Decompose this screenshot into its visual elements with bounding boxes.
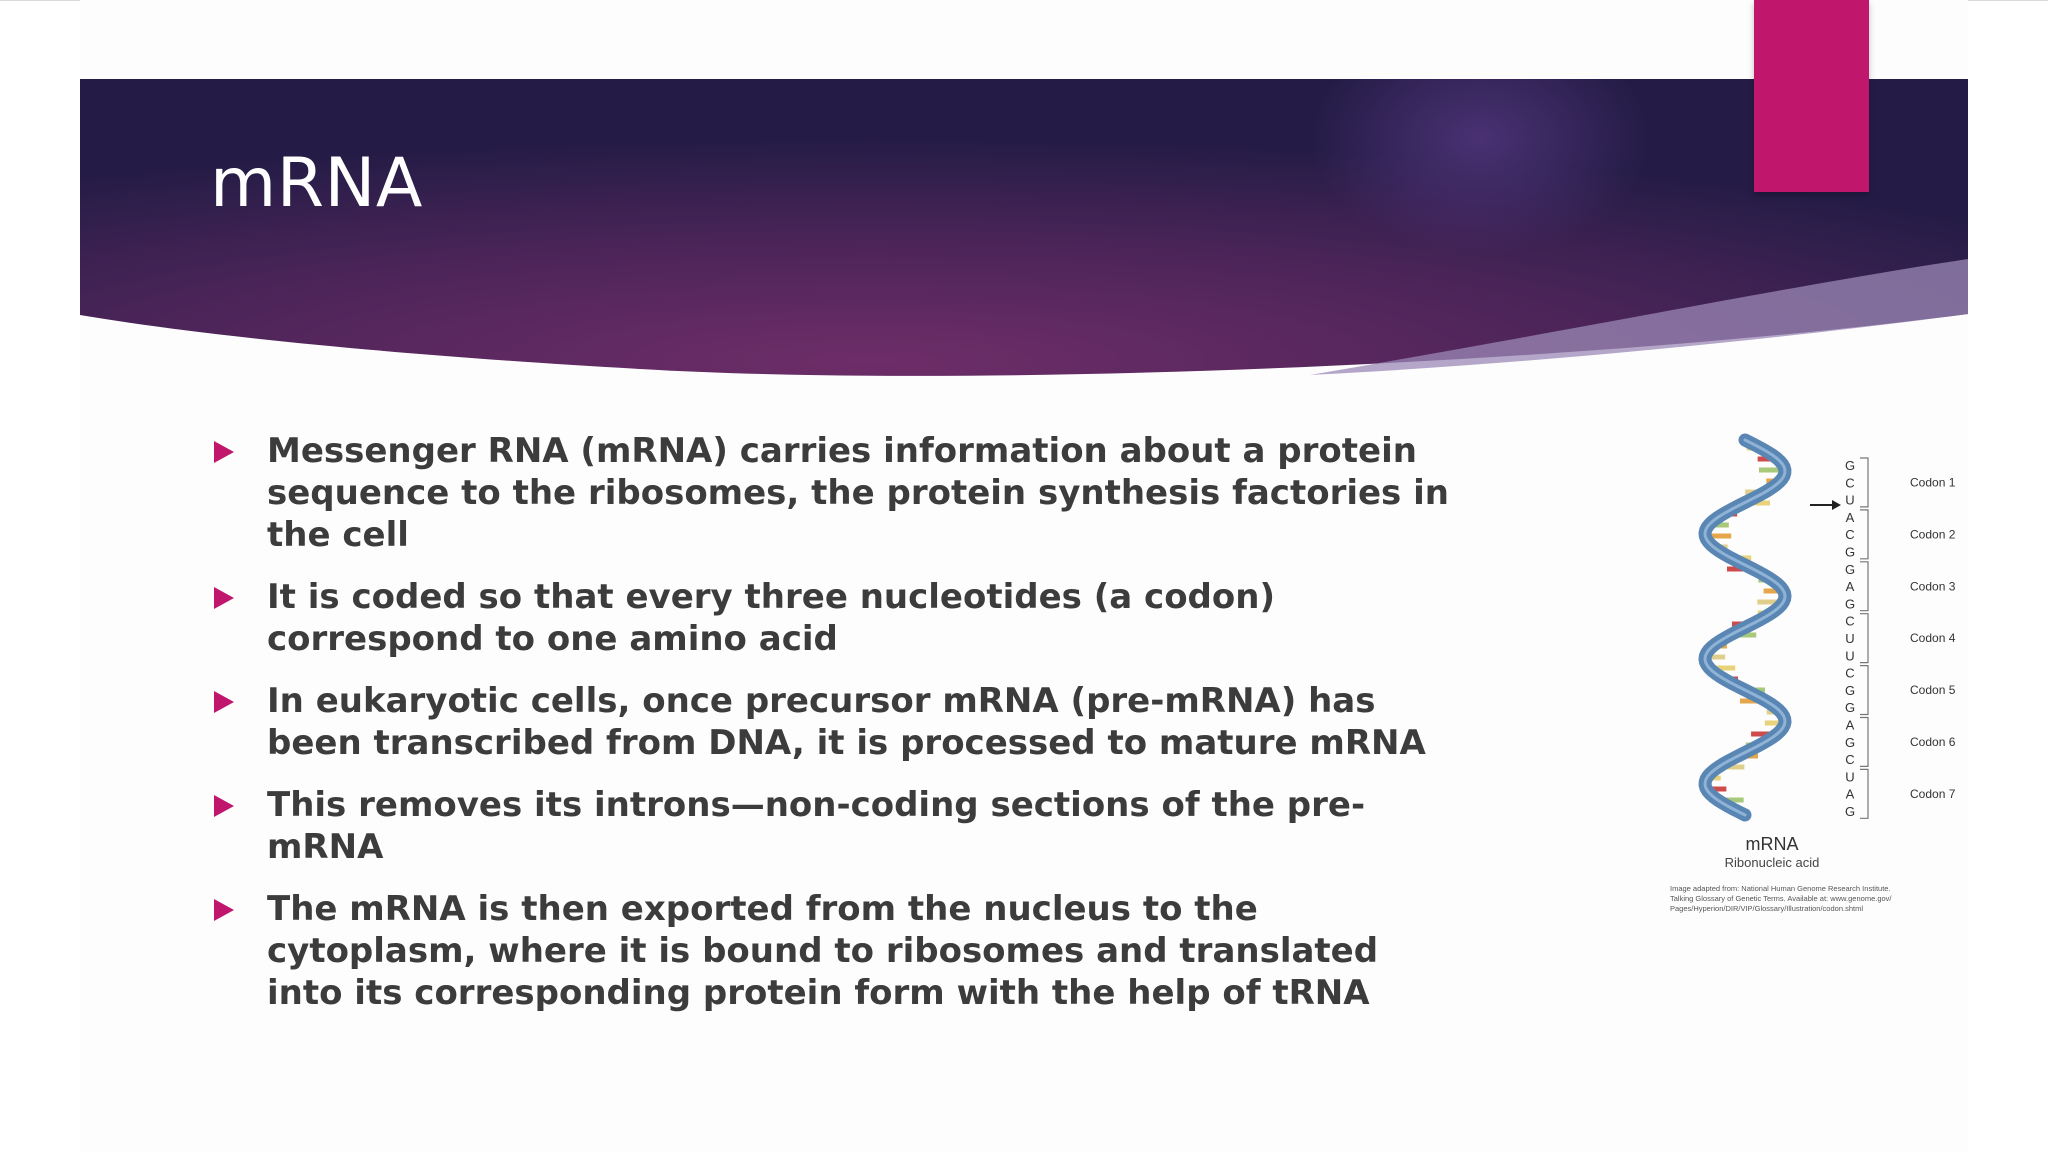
nucleotide-letter: C — [1845, 752, 1855, 768]
figure-credit-line: Image adapted from: National Human Genome Research Institute. — [1670, 884, 1891, 893]
figure-label: mRNA — [1745, 834, 1799, 854]
bullet-item — [210, 576, 1450, 660]
codon-labels — [1860, 458, 1956, 818]
bullet-text: The mRNA is then exported from the nucleus to the cytoplasm, where it is bound to ribosomes and translated into its corresponding protein form with the help of tRNA — [267, 889, 1379, 1013]
sequence-letters — [1845, 458, 1855, 819]
bullet-text: This removes its introns—non-coding sections of the pre-mRNA — [267, 785, 1366, 867]
nucleotide-letter: U — [1845, 769, 1855, 785]
codon-label: Codon 5 — [1910, 683, 1956, 698]
nucleotide-letter: U — [1845, 648, 1855, 664]
codon-label: Codon 6 — [1910, 734, 1956, 749]
nucleotide-letter: A — [1845, 579, 1855, 595]
arrow-head-icon — [1832, 500, 1841, 510]
nucleotide-letter: G — [1844, 561, 1856, 577]
codon-bracket — [1860, 666, 1868, 715]
nucleotide-letter: A — [1845, 509, 1855, 525]
codon-label: Codon 3 — [1910, 579, 1956, 594]
figure-credit-line: Pages/Hyperion/DIR/VIP/Glossary/Illustration/codon.shtml — [1670, 904, 1863, 913]
nucleotide-letter: G — [1844, 682, 1856, 698]
mrna-figure — [1660, 430, 2000, 950]
accent-tab — [1754, 0, 1869, 192]
triangle-bullet-icon — [214, 795, 234, 817]
codon-label: Codon 2 — [1910, 527, 1956, 542]
codon-bracket — [1860, 769, 1868, 818]
bullet-text: It is coded so that every three nucleotides (a codon) correspond to one amino acid — [267, 577, 1275, 659]
nucleotide-letter: G — [1844, 700, 1856, 716]
nucleotide-letter: G — [1844, 596, 1856, 612]
nucleotide-letter: C — [1845, 475, 1855, 491]
slide-title: mRNA — [210, 144, 423, 223]
figure-sublabel: Ribonucleic acid — [1724, 855, 1820, 870]
bullet-item — [210, 784, 1450, 868]
nucleotide-letter: C — [1845, 665, 1855, 681]
triangle-bullet-icon — [214, 899, 234, 921]
bullet-text: In eukaryotic cells, once precursor mRNA (pre-mRNA) has been transcribed from DNA, it is processed to mature mRNA — [267, 681, 1426, 763]
nucleotide-letter: G — [1844, 458, 1856, 473]
codon-bracket — [1860, 718, 1868, 767]
nucleotide-letter: G — [1844, 804, 1856, 819]
codon-bracket — [1860, 562, 1868, 611]
figure-credit-line: Talking Glossary of Genetic Terms. Available at: www.genome.gov/ — [1670, 894, 1892, 903]
bullet-item — [210, 430, 1450, 556]
mrna-illustration — [1660, 430, 2000, 950]
bullet-item — [210, 680, 1450, 764]
nucleotide-letter: G — [1844, 544, 1856, 560]
bullet-text: Messenger RNA (mRNA) carries information about a protein sequence to the ribosomes, the protein synthesis factories in the cell — [267, 431, 1449, 555]
codon-bracket — [1860, 510, 1868, 559]
triangle-bullet-icon — [214, 587, 234, 609]
codon-label: Codon 1 — [1910, 475, 1956, 490]
header-band — [80, 79, 1968, 382]
nucleotide-letter: C — [1845, 613, 1855, 629]
nucleotide-letter: G — [1844, 734, 1856, 750]
nucleotide-letter: A — [1845, 786, 1855, 802]
codon-label: Codon 7 — [1910, 786, 1956, 801]
triangle-bullet-icon — [214, 691, 234, 713]
codon-bracket — [1860, 614, 1868, 663]
bullet-item — [210, 888, 1450, 1014]
nucleotide-letter: C — [1845, 527, 1855, 543]
bullet-list — [210, 430, 1450, 1034]
codon-bracket — [1860, 458, 1868, 507]
codon-label: Codon 4 — [1910, 631, 1956, 646]
helix-strand-icon — [1705, 440, 1785, 815]
triangle-bullet-icon — [214, 441, 234, 463]
nucleotide-letter: U — [1845, 492, 1855, 508]
nucleotide-letter: A — [1845, 717, 1855, 733]
nucleotide-letter: U — [1845, 631, 1855, 646]
